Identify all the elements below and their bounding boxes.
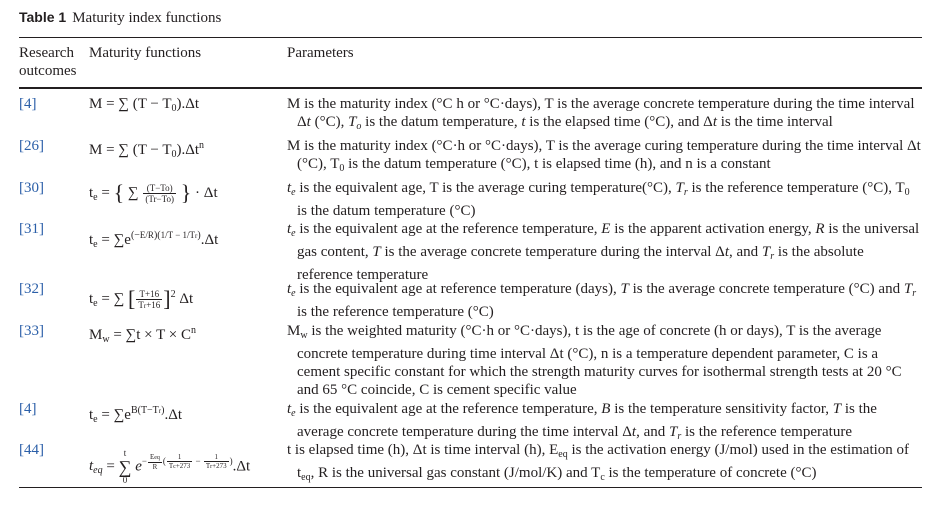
- bottom-rule: [19, 487, 922, 488]
- reference-link[interactable]: [32]: [19, 281, 44, 297]
- formula: $M_w = \sum t \times T \times C^n$: [89, 325, 196, 345]
- reference-link[interactable]: [44]: [19, 442, 44, 458]
- table-title: Maturity index functions: [72, 10, 222, 26]
- formula: M = ∑ $(T - T_0).\Delta t$: [89, 96, 200, 114]
- header-rule: [19, 87, 922, 89]
- parameters-text: M is the maturity index (°C h or °C·days), T is the average concrete temperature during the time interval Δt (°C), $T_o$ is the datum temperature, t is the elapsed time (°C), and Δt is the time interval: [287, 96, 915, 132]
- table-label: Table 1: [19, 9, 67, 25]
- parameters-text: $t_e$ is the equivalent age, T is the average curing temperature(°C), $T_r$ is the reference temperature (°C), $T_0$ is the datum temperature (°C): [287, 180, 910, 219]
- formula: M = ∑ $(T - T_0).\Delta t^n$: [89, 140, 205, 160]
- parameters-text: M is the maturity index (°C·h or °C·days), T is the average curing temperature during the time interval Δt (°C), $T_0$ is the datum temperature (°C), t is elapsed time (h), and n is a constant: [287, 138, 921, 174]
- formula: $t_e$ = ∑ [ $\frac{T+16}{Tr+16}$ ]$^2$ Δt: [89, 286, 194, 311]
- parameters-text: $t_e$ is the equivalent age at the reference temperature, B is the temperature sensitivity factor, T is the average concrete temperature during the time interval Δt, and $T_r$ is the reference temperature: [287, 401, 877, 442]
- reference-link[interactable]: [26]: [19, 138, 44, 154]
- reference-link[interactable]: [4]: [19, 96, 37, 112]
- header-maturity-functions: Maturity functions: [89, 45, 202, 61]
- parameters-text: $t_e$ is the equivalent age at the reference temperature, E is the apparent activation energy, R is the universal gas content, T is the average concrete temperature during the interval Δt, and $T_r$ is the absolute reference temperature: [287, 221, 920, 283]
- formula: $t_e = \sum e^{(-E/R)(1/T - 1/Tr)}.\Delta t$: [89, 230, 219, 250]
- reference-link[interactable]: [4]: [19, 401, 37, 417]
- header-research-outcomes: Research outcomes: [19, 45, 77, 79]
- reference-link[interactable]: [33]: [19, 323, 44, 339]
- formula: $t_{eq}$ = t ∑ 0 $e^{- \frac{\text{Eeq}}{R} ( \frac{1}{Tc+273} - \frac{1}{Tr+273} )}.\Delta t$: [89, 448, 251, 485]
- formula: $t_e$ = { ∑ $\frac{(T-To)}{(Tr-To)}$ } · Δt: [89, 179, 218, 205]
- header-parameters: Parameters: [287, 45, 354, 61]
- parameters-text: t is elapsed time (h), Δt is time interval (h), $E_{eq}$ is the activation energy (J/mol) used in the estimation of $t_{eq}$, R is the universal gas constant (J/mol/K) and $T_c$ is the temperature of concrete (°C): [287, 442, 910, 483]
- reference-link[interactable]: [31]: [19, 221, 44, 237]
- parameters-text: $M_w$ is the weighted maturity (°C·h or °C·days), t is the age of concrete (h or days), T is the average concrete temperature during time interval Δt (°C), n is a temperature dependent parameter, C is a cement specific constant for which the strength maturity curves for isothermal strength tests at 20 °C and 65 °C coincide, C is cement specific value: [287, 323, 902, 398]
- formula: $t_e = \sum e^{B(T-Tr)}.\Delta t$: [89, 405, 183, 425]
- top-rule: [19, 37, 922, 38]
- reference-link[interactable]: [30]: [19, 180, 44, 196]
- table-caption: [19, 9, 221, 27]
- parameters-text: $t_e$ is the equivalent age at reference temperature (days), T is the average concrete temperature (°C) and $T_r$ is the reference temperature (°C): [287, 281, 917, 320]
